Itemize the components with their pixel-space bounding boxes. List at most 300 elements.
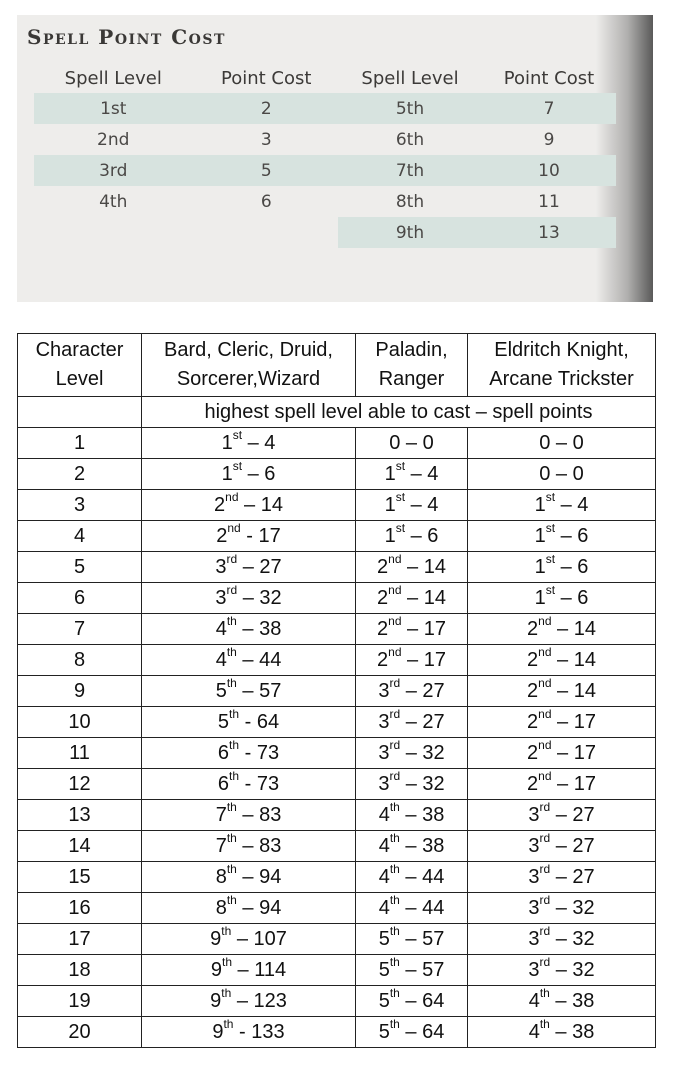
ordinal-suffix: st bbox=[545, 583, 556, 598]
third-caster-cell bbox=[468, 738, 656, 769]
spell-points: – 17 bbox=[551, 742, 596, 764]
ordinal-suffix: nd bbox=[538, 769, 552, 784]
spell-points: – 114 bbox=[232, 959, 287, 981]
book-row bbox=[34, 124, 340, 155]
full-caster-cell bbox=[142, 986, 356, 1017]
spell-level-number: 5 bbox=[378, 959, 390, 981]
book-row bbox=[338, 155, 616, 186]
spell-level-number: 1 bbox=[534, 525, 546, 547]
ordinal-suffix: nd bbox=[388, 614, 402, 629]
spell-points: – 27 bbox=[237, 556, 282, 578]
full-caster-cell bbox=[142, 645, 356, 676]
third-caster-cell bbox=[468, 552, 656, 583]
table-row bbox=[18, 955, 656, 986]
spell-points: – 6 bbox=[555, 525, 589, 547]
character-level-cell: 9 bbox=[18, 676, 142, 707]
third-caster-cell bbox=[468, 645, 656, 676]
half-caster-cell bbox=[356, 738, 468, 769]
spell-level-number: 6 bbox=[217, 742, 230, 764]
spell-points: – 64 bbox=[399, 1021, 445, 1043]
spell-points-by-level-table bbox=[17, 333, 656, 1048]
character-level-cell: 5 bbox=[18, 552, 142, 583]
subheader-text: highest spell level able to cast – spell points bbox=[142, 397, 656, 428]
half-caster-cell bbox=[356, 428, 468, 459]
ordinal-suffix: st bbox=[545, 490, 556, 505]
full-caster-cell bbox=[142, 893, 356, 924]
subheader-empty-cell bbox=[18, 397, 142, 428]
spell-points: – 4 bbox=[405, 463, 439, 485]
third-caster-cell bbox=[468, 676, 656, 707]
ordinal-suffix: st bbox=[395, 459, 406, 474]
book-row bbox=[338, 217, 616, 248]
book-header-point-cost: Point Cost bbox=[503, 67, 595, 89]
book-spell-level: 7th bbox=[338, 155, 482, 186]
spell-points: – 107 bbox=[231, 928, 287, 950]
half-caster-cell bbox=[356, 893, 468, 924]
full-caster-cell bbox=[142, 459, 356, 490]
spell-points: – 6 bbox=[405, 525, 439, 547]
table-row bbox=[18, 490, 656, 521]
spell-level-number: 3 bbox=[378, 680, 390, 702]
third-caster-cell bbox=[468, 1017, 656, 1048]
character-level-cell: 20 bbox=[18, 1017, 142, 1048]
full-caster-cell bbox=[142, 800, 356, 831]
ordinal-suffix: rd bbox=[539, 800, 551, 815]
spell-points: – 4 bbox=[242, 432, 276, 454]
ordinal-suffix: rd bbox=[389, 676, 401, 691]
spell-points: – 44 bbox=[236, 649, 282, 671]
spell-points: – 0 bbox=[400, 432, 434, 454]
ordinal-suffix: nd bbox=[225, 490, 239, 505]
ordinal-suffix: st bbox=[545, 521, 556, 536]
spell-points: – 83 bbox=[236, 804, 282, 826]
spell-points: - 73 bbox=[239, 773, 280, 795]
ordinal-suffix: st bbox=[232, 428, 243, 443]
spell-points: – 6 bbox=[555, 556, 589, 578]
spell-points: – 17 bbox=[401, 618, 446, 640]
spell-level-number: 9 bbox=[210, 990, 222, 1012]
full-caster-cell bbox=[142, 614, 356, 645]
half-caster-cell bbox=[356, 521, 468, 552]
book-point-cost: 9 bbox=[543, 129, 555, 150]
full-caster-cell bbox=[142, 490, 356, 521]
book-row bbox=[338, 124, 616, 155]
ordinal-suffix: th bbox=[229, 769, 240, 784]
spell-points: – 14 bbox=[551, 649, 596, 671]
ordinal-suffix: th bbox=[389, 831, 400, 846]
character-level-cell: 4 bbox=[18, 521, 142, 552]
spell-level-number: 3 bbox=[378, 742, 390, 764]
character-level-cell: 11 bbox=[18, 738, 142, 769]
table-row bbox=[18, 707, 656, 738]
book-row bbox=[34, 93, 340, 124]
spell-points: – 6 bbox=[242, 463, 276, 485]
character-level-cell: 12 bbox=[18, 769, 142, 800]
book-header-spell-level: Spell Level bbox=[361, 67, 459, 89]
book-point-cost: 5 bbox=[192, 155, 340, 186]
book-spell-level: 4th bbox=[99, 191, 128, 212]
spell-points: – 94 bbox=[236, 866, 282, 888]
spell-level-number: 3 bbox=[528, 897, 540, 919]
ordinal-suffix: th bbox=[226, 862, 237, 877]
spell-level-number: 4 bbox=[378, 897, 390, 919]
spell-points: – 32 bbox=[550, 959, 595, 981]
half-caster-cell bbox=[356, 769, 468, 800]
ordinal-suffix: nd bbox=[538, 676, 552, 691]
header-character-level: Character Level bbox=[18, 334, 142, 397]
character-level-cell: 8 bbox=[18, 645, 142, 676]
spell-point-cost-scan bbox=[17, 15, 653, 302]
spell-level-number: 6 bbox=[217, 773, 230, 795]
spell-points: – 14 bbox=[401, 556, 446, 578]
spell-level-number: 0 bbox=[389, 432, 401, 454]
character-level-cell: 15 bbox=[18, 862, 142, 893]
half-caster-cell bbox=[356, 459, 468, 490]
ordinal-suffix: nd bbox=[538, 707, 552, 722]
half-caster-cell bbox=[356, 614, 468, 645]
spell-points: – 6 bbox=[555, 587, 589, 609]
spell-level-number: 3 bbox=[215, 556, 227, 578]
ordinal-suffix: th bbox=[389, 862, 400, 877]
ordinal-suffix: nd bbox=[388, 583, 402, 598]
ordinal-suffix: nd bbox=[388, 645, 402, 660]
ordinal-suffix: th bbox=[226, 893, 237, 908]
half-caster-cell bbox=[356, 676, 468, 707]
character-level-cell: 10 bbox=[18, 707, 142, 738]
ordinal-suffix: st bbox=[395, 490, 406, 505]
table-row bbox=[18, 862, 656, 893]
ordinal-suffix: rd bbox=[226, 583, 238, 598]
full-caster-cell bbox=[142, 862, 356, 893]
ordinal-suffix: th bbox=[539, 1017, 550, 1032]
table-row bbox=[18, 924, 656, 955]
spell-level-number: 1 bbox=[221, 463, 233, 485]
ordinal-suffix: th bbox=[221, 924, 232, 939]
third-caster-cell bbox=[468, 459, 656, 490]
half-caster-cell bbox=[356, 955, 468, 986]
third-caster-cell bbox=[468, 862, 656, 893]
spell-level-number: 4 bbox=[215, 649, 227, 671]
ordinal-suffix: nd bbox=[227, 521, 241, 536]
book-row bbox=[338, 93, 616, 124]
spell-level-number: 4 bbox=[378, 804, 390, 826]
ordinal-suffix: rd bbox=[539, 924, 551, 939]
spell-points: – 27 bbox=[550, 804, 595, 826]
table-row bbox=[18, 986, 656, 1017]
half-caster-cell bbox=[356, 707, 468, 738]
spell-level-number: 1 bbox=[384, 525, 396, 547]
spell-level-number: 5 bbox=[378, 990, 390, 1012]
book-point-cost: 11 bbox=[538, 191, 560, 212]
ordinal-suffix: th bbox=[221, 986, 232, 1001]
half-caster-cell bbox=[356, 831, 468, 862]
spell-points: – 64 bbox=[399, 990, 445, 1012]
full-caster-cell bbox=[142, 583, 356, 614]
spell-level-number: 1 bbox=[221, 432, 233, 454]
spell-points: – 0 bbox=[550, 463, 584, 485]
spell-level-number: 1 bbox=[384, 494, 396, 516]
spell-level-number: 3 bbox=[528, 959, 540, 981]
spell-level-number: 9 bbox=[210, 928, 222, 950]
spell-points: – 44 bbox=[399, 866, 445, 888]
ordinal-suffix: th bbox=[229, 707, 240, 722]
full-caster-cell bbox=[142, 1017, 356, 1048]
character-level-cell: 14 bbox=[18, 831, 142, 862]
spell-points: – 27 bbox=[550, 866, 595, 888]
ordinal-suffix: th bbox=[226, 800, 237, 815]
ordinal-suffix: rd bbox=[226, 552, 238, 567]
spell-level-number: 2 bbox=[527, 618, 539, 640]
spell-level-number: 2 bbox=[527, 773, 539, 795]
spell-level-number: 4 bbox=[378, 835, 390, 857]
book-row bbox=[34, 155, 340, 186]
spell-level-number: 2 bbox=[527, 680, 539, 702]
full-caster-cell bbox=[142, 955, 356, 986]
half-caster-cell bbox=[356, 924, 468, 955]
spell-level-number: 5 bbox=[217, 711, 230, 733]
character-level-cell: 16 bbox=[18, 893, 142, 924]
book-point-cost: 7 bbox=[482, 93, 616, 124]
spell-level-number: 2 bbox=[527, 649, 539, 671]
spell-level-number: 2 bbox=[377, 649, 389, 671]
full-caster-cell bbox=[142, 707, 356, 738]
third-caster-cell bbox=[468, 521, 656, 552]
spell-level-number: 8 bbox=[215, 866, 227, 888]
character-level-cell: 17 bbox=[18, 924, 142, 955]
book-spell-level: 2nd bbox=[97, 129, 130, 150]
ordinal-suffix: rd bbox=[539, 955, 551, 970]
spell-level-number: 4 bbox=[215, 618, 227, 640]
spell-points: – 38 bbox=[549, 1021, 595, 1043]
ordinal-suffix: th bbox=[226, 645, 237, 660]
table-row bbox=[18, 893, 656, 924]
spell-level-number: 5 bbox=[215, 680, 227, 702]
spell-level-number: 9 bbox=[210, 959, 222, 981]
spell-level-number: 7 bbox=[215, 835, 227, 857]
spell-level-number: 2 bbox=[216, 525, 228, 547]
ordinal-suffix: rd bbox=[539, 893, 551, 908]
half-caster-cell bbox=[356, 862, 468, 893]
half-caster-cell bbox=[356, 552, 468, 583]
ordinal-suffix: rd bbox=[389, 707, 401, 722]
spell-points: - 73 bbox=[239, 742, 280, 764]
header-half-casters: Paladin, Ranger bbox=[356, 334, 468, 397]
third-caster-cell bbox=[468, 428, 656, 459]
spell-points: - 133 bbox=[233, 1021, 285, 1043]
table-row bbox=[18, 676, 656, 707]
spell-points: – 83 bbox=[236, 835, 282, 857]
table-row bbox=[18, 1017, 656, 1048]
spell-level-number: 5 bbox=[378, 928, 390, 950]
third-caster-cell bbox=[468, 893, 656, 924]
table-row bbox=[18, 614, 656, 645]
book-table-right bbox=[338, 63, 616, 248]
book-point-cost: 2 bbox=[192, 93, 340, 124]
ordinal-suffix: th bbox=[389, 924, 400, 939]
full-caster-cell bbox=[142, 521, 356, 552]
full-caster-cell bbox=[142, 769, 356, 800]
spell-level-number: 0 bbox=[539, 432, 551, 454]
ordinal-suffix: rd bbox=[539, 831, 551, 846]
full-caster-cell bbox=[142, 924, 356, 955]
ordinal-suffix: th bbox=[389, 1017, 400, 1032]
third-caster-cell bbox=[468, 769, 656, 800]
table-row bbox=[18, 428, 656, 459]
spell-points: – 38 bbox=[236, 618, 282, 640]
full-caster-cell bbox=[142, 676, 356, 707]
spell-level-number: 2 bbox=[527, 711, 539, 733]
spell-points: – 14 bbox=[238, 494, 283, 516]
spell-level-number: 5 bbox=[378, 1021, 390, 1043]
book-row bbox=[34, 186, 340, 217]
book-spell-level: 8th bbox=[395, 191, 425, 212]
spell-points: – 57 bbox=[236, 680, 282, 702]
spell-points: – 4 bbox=[555, 494, 589, 516]
spell-points: – 17 bbox=[401, 649, 446, 671]
spell-level-number: 3 bbox=[528, 866, 540, 888]
half-caster-cell bbox=[356, 490, 468, 521]
ordinal-suffix: st bbox=[232, 459, 243, 474]
table-row bbox=[18, 583, 656, 614]
spell-level-number: 2 bbox=[377, 618, 389, 640]
spell-points: – 17 bbox=[551, 711, 596, 733]
book-spell-level: 5th bbox=[338, 93, 482, 124]
third-caster-cell bbox=[468, 614, 656, 645]
third-caster-cell bbox=[468, 831, 656, 862]
ordinal-suffix: th bbox=[389, 893, 400, 908]
full-caster-cell bbox=[142, 552, 356, 583]
third-caster-cell bbox=[468, 707, 656, 738]
spell-points: – 27 bbox=[400, 680, 445, 702]
full-caster-cell bbox=[142, 738, 356, 769]
ordinal-suffix: th bbox=[389, 955, 400, 970]
ordinal-suffix: rd bbox=[539, 862, 551, 877]
character-level-cell: 2 bbox=[18, 459, 142, 490]
spell-level-number: 3 bbox=[378, 773, 390, 795]
spell-points: – 32 bbox=[400, 742, 445, 764]
character-level-cell: 13 bbox=[18, 800, 142, 831]
third-caster-cell bbox=[468, 986, 656, 1017]
spell-level-number: 3 bbox=[528, 804, 540, 826]
ordinal-suffix: rd bbox=[389, 738, 401, 753]
ordinal-suffix: th bbox=[539, 986, 550, 1001]
spell-points: – 38 bbox=[399, 804, 445, 826]
half-caster-cell bbox=[356, 645, 468, 676]
table-row bbox=[18, 521, 656, 552]
table-row bbox=[18, 831, 656, 862]
header-full-casters: Bard, Cleric, Druid, Sorcerer,Wizard bbox=[142, 334, 356, 397]
spell-points: – 27 bbox=[550, 835, 595, 857]
character-level-cell: 3 bbox=[18, 490, 142, 521]
ordinal-suffix: th bbox=[226, 676, 237, 691]
spell-points: – 38 bbox=[399, 835, 445, 857]
table-row bbox=[18, 769, 656, 800]
spell-level-number: 4 bbox=[528, 1021, 540, 1043]
ordinal-suffix: th bbox=[223, 1017, 234, 1032]
subheader-row bbox=[18, 397, 656, 428]
spell-points: – 32 bbox=[550, 897, 595, 919]
book-point-cost: 3 bbox=[260, 129, 272, 150]
half-caster-cell bbox=[356, 986, 468, 1017]
third-caster-cell bbox=[468, 490, 656, 521]
spell-level-number: 1 bbox=[384, 463, 396, 485]
spell-level-number: 4 bbox=[378, 866, 390, 888]
character-level-cell: 6 bbox=[18, 583, 142, 614]
table-row bbox=[18, 738, 656, 769]
spell-points: - 17 bbox=[240, 525, 281, 547]
spell-points: – 27 bbox=[400, 711, 445, 733]
spell-level-number: 9 bbox=[212, 1021, 224, 1043]
spell-points: – 14 bbox=[551, 680, 596, 702]
ordinal-suffix: th bbox=[221, 955, 232, 970]
full-caster-cell bbox=[142, 428, 356, 459]
spell-level-number: 2 bbox=[214, 494, 226, 516]
spell-points: – 94 bbox=[236, 897, 282, 919]
ordinal-suffix: nd bbox=[538, 645, 552, 660]
ordinal-suffix: st bbox=[545, 552, 556, 567]
ordinal-suffix: th bbox=[229, 738, 240, 753]
spell-points: – 32 bbox=[400, 773, 445, 795]
spell-points: – 38 bbox=[549, 990, 595, 1012]
spell-points: - 64 bbox=[239, 711, 280, 733]
spell-level-number: 3 bbox=[215, 587, 227, 609]
spell-points: – 4 bbox=[405, 494, 439, 516]
book-spell-level: 3rd bbox=[34, 155, 192, 186]
spell-level-number: 4 bbox=[528, 990, 540, 1012]
spell-points: – 57 bbox=[399, 928, 445, 950]
spell-level-number: 3 bbox=[528, 928, 540, 950]
spell-points: – 14 bbox=[401, 587, 446, 609]
spell-level-number: 3 bbox=[528, 835, 540, 857]
book-header-spell-level: Spell Level bbox=[64, 67, 162, 89]
ordinal-suffix: th bbox=[226, 831, 237, 846]
spell-points: – 57 bbox=[399, 959, 445, 981]
spell-level-number: 2 bbox=[377, 587, 389, 609]
book-point-cost: 6 bbox=[260, 191, 272, 212]
book-point-cost: 10 bbox=[482, 155, 616, 186]
character-level-cell: 1 bbox=[18, 428, 142, 459]
spell-level-number: 2 bbox=[377, 556, 389, 578]
half-caster-cell bbox=[356, 1017, 468, 1048]
book-point-cost: 13 bbox=[482, 217, 616, 248]
character-level-cell: 18 bbox=[18, 955, 142, 986]
header-third-casters: Eldritch Knight, Arcane Trickster bbox=[468, 334, 656, 397]
ordinal-suffix: th bbox=[226, 614, 237, 629]
spell-points: – 32 bbox=[237, 587, 282, 609]
third-caster-cell bbox=[468, 800, 656, 831]
character-level-cell: 19 bbox=[18, 986, 142, 1017]
ordinal-suffix: nd bbox=[388, 552, 402, 567]
book-spell-level: 1st bbox=[34, 93, 192, 124]
spell-points: – 44 bbox=[399, 897, 445, 919]
spell-points: – 17 bbox=[551, 773, 596, 795]
spell-level-number: 1 bbox=[534, 556, 546, 578]
table-row bbox=[18, 552, 656, 583]
book-spell-level: 9th bbox=[338, 217, 482, 248]
ordinal-suffix: th bbox=[389, 986, 400, 1001]
spell-level-number: 2 bbox=[527, 742, 539, 764]
character-level-cell: 7 bbox=[18, 614, 142, 645]
half-caster-cell bbox=[356, 583, 468, 614]
spell-points: – 32 bbox=[550, 928, 595, 950]
third-caster-cell bbox=[468, 924, 656, 955]
half-caster-cell bbox=[356, 800, 468, 831]
book-spell-level: 6th bbox=[395, 129, 425, 150]
ordinal-suffix: nd bbox=[538, 614, 552, 629]
ordinal-suffix: nd bbox=[538, 738, 552, 753]
full-caster-cell bbox=[142, 831, 356, 862]
book-row bbox=[338, 186, 616, 217]
